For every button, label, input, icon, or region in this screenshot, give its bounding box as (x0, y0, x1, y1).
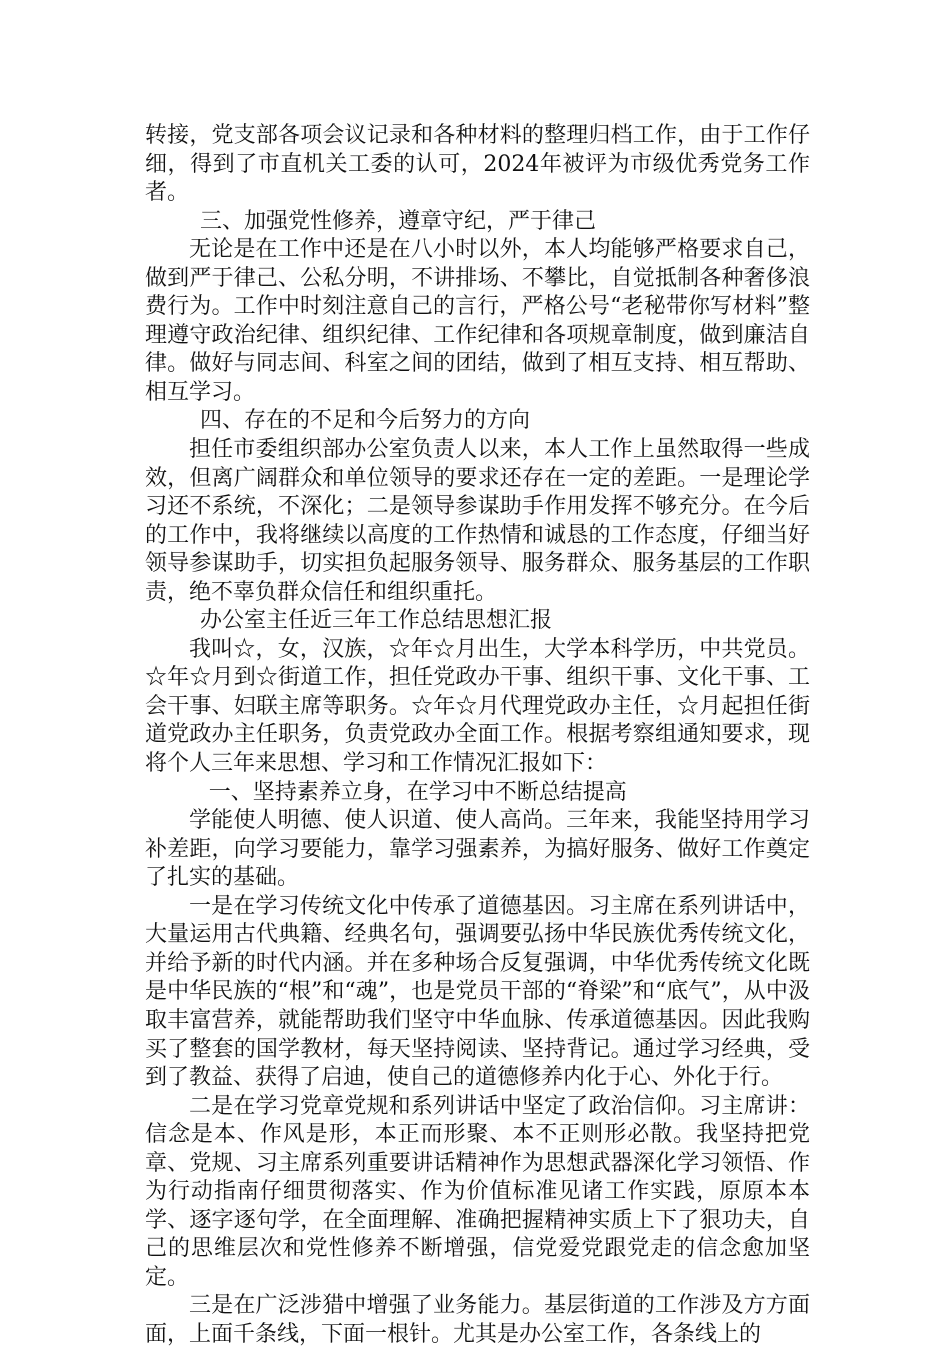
paragraph-political-belief: 二是在学习党章党规和系列讲话中坚定了政治信仰。习主席讲：信念是本、作风是形，本正而形聚、本不正则形必散。我坚持把党章、党规、习主席系列重要讲话精神作为思想武器深化学习领悟、作为行动指南仔细贯彻落实、作为价值标准见诸工作实践，原原本本学、逐字逐句学，在全面理解、准确把握精神实质上下了狠功夫，自己的思维层次和党性修养不断增强，信党爱党跟党走的信念愈加坚定。 (145, 1093, 810, 1290)
paragraph-discipline: 无论是在工作中还是在八小时以外，本人均能够严格要求自己，做到严于律己、公私分明，不讲排场、不攀比，自觉抵制各种奢侈浪费行为。工作中时刻注意自己的言行，严格公号“老秘带你写材料”整理遵守政治纪律、组织纪律、工作纪律和各项规章制度，做到廉洁自律。做好与同志间、科室之间的团结，做到了相互支持、相互帮助、相互学习。 (145, 237, 810, 405)
section-heading-study: 一、坚持素养立身，在学习中不断总结提高 (208, 779, 627, 805)
paragraph-shortcomings: 担任市委组织部办公室负责人以来，本人工作上虽然取得一些成效，但离广阔群众和单位领导的要求还存在一定的差距。一是理论学习还不系统，不深化；二是领导参谋助手作用发挥不够充分。在今后的工作中，我将继续以高度的工作热情和诚恳的工作态度，仔细当好领导参谋助手，切实担负起服务领导、服务群众、服务基层的工作职责，绝不辜负群众信任和组织重托。 (145, 437, 810, 605)
section-heading-shortcomings: 四、存在的不足和今后努力的方向 (200, 408, 531, 434)
paragraph-traditional-culture: 一是在学习传统文化中传承了道德基因。习主席在系列讲话中，大量运用古代典籍、经典名句，强调要弘扬中华民族优秀传统文化，并给予新的时代内涵。并在多种场合反复强调，中华优秀传统文化既是中华民族的“根”和“魂”，也是党员干部的“脊梁”和“底气”，从中汲取丰富营养，就能帮助我们坚守中华血脉、传承道德基因。因此我购买了整套的国学教材，每天坚持阅读、坚持背记。通过学习经典，受到了教益、获得了启迪，使自己的道德修养内化于心、外化于行。 (145, 893, 810, 1091)
paragraph-introduction: 我叫☆，女，汉族，☆年☆月出生，大学本科学历，中共党员。☆年☆月到☆街道工作，担任党政办干事、组织干事、文化干事、工会干事、妇联主席等职务。☆年☆月代理党政办主任，☆月起担任街道党政办主任职务，负责党政办全面工作。根据考察组通知要求，现将个人三年来思想、学习和工作情况汇报如下： (145, 636, 810, 777)
document-page (145, 122, 810, 1350)
paragraph-business-ability: 三是在广泛涉猎中增强了业务能力。基层街道的工作涉及方方面面，上面千条线，下面一根针。尤其是办公室工作，各条线上的 (145, 1293, 810, 1347)
section-heading-discipline: 三、加强党性修养，遵章守纪，严于律己 (200, 208, 597, 234)
document-title: 办公室主任近三年工作总结思想汇报 (200, 608, 553, 634)
paragraph-continuation: 转接，党支部各项会议记录和各种材料的整理归档工作，由于工作仔细，得到了市直机关工委的认可，2024年被评为市级优秀党务工作者。 (145, 123, 810, 206)
paragraph-study-intro: 学能使人明德、使人识道、使人高尚。三年来，我能坚持用学习补差距，向学习要能力，靠学习强素养，为搞好服务、做好工作奠定了扎实的基础。 (145, 808, 810, 891)
